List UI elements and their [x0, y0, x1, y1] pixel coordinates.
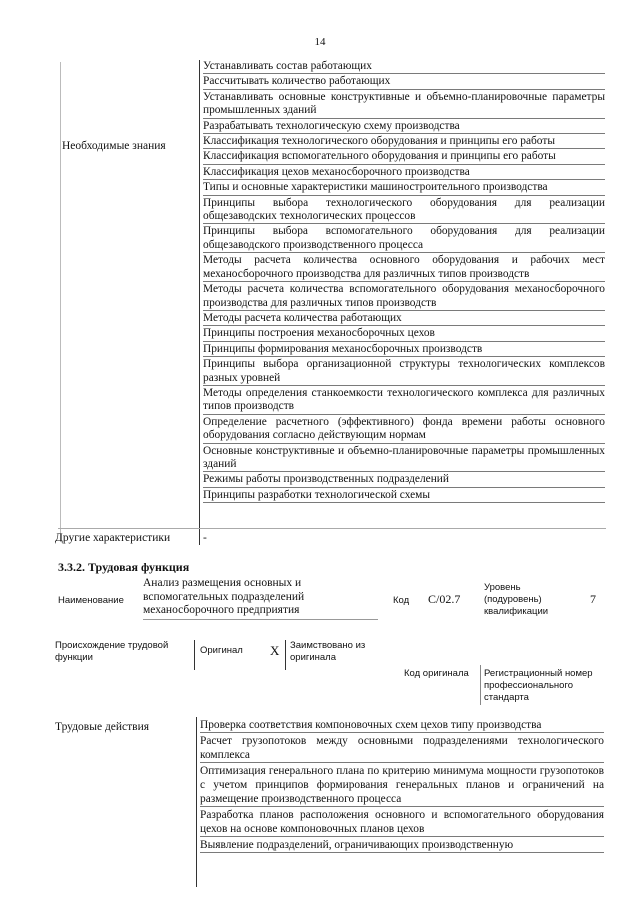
actions-list	[200, 718, 604, 854]
other-row-top-border	[58, 528, 606, 529]
reg-number-divider	[480, 665, 481, 705]
table-left-border	[60, 62, 61, 542]
knowledge-item: Определение расчетного (эффективного) фонда времени работы основного оборудования согласно действующим нормам	[203, 416, 605, 444]
knowledge-item: Разрабатывать технологическую схему производства	[203, 120, 605, 134]
registration-number-label: Регистрационный номер профессионального стандарта	[484, 668, 593, 703]
column-divider	[199, 60, 200, 545]
knowledge-item: Методы определения станкоемкости технологического комплекса для различных типов производств	[203, 387, 605, 415]
action-item: Оптимизация генерального плана по критерию минимума мощности грузопотоков с учетом принципов формирования генеральных планов и ограничений на размещение производственного процесса	[200, 765, 604, 805]
function-name-underline	[143, 619, 378, 620]
action-item: Проверка соответствия компоновочных схем цехов типу производства	[200, 718, 604, 733]
original-label: Оригинал	[200, 645, 243, 656]
code-label: Код	[393, 595, 410, 606]
borrowed-label: Заимствовано из оригинала	[290, 640, 366, 663]
action-item: Разработка планов расположения основного и вспомогательного оборудования цехов на основе компоновочных планов цехов	[200, 809, 604, 835]
qualification-level-label: Уровень (подуровень) квалификации	[484, 582, 549, 617]
original-code-label: Код оригинала	[404, 668, 469, 679]
action-item: Выявление подразделений, ограничивающих производственную	[200, 838, 604, 853]
knowledge-item: Рассчитывать количество работающих	[203, 75, 605, 89]
page-number: 14	[314, 36, 326, 48]
knowledge-item: Принципы разработки технологической схемы	[203, 489, 605, 503]
other-characteristics-value: -	[203, 532, 207, 544]
original-mark: X	[270, 643, 280, 658]
knowledge-item: Принципы выбора технологического оборудования для реализации общезаводских технологических процессов	[203, 197, 605, 225]
knowledge-item: Типы и основные характеристики машиностроительного производства	[203, 181, 605, 195]
code-value: С/02.7	[428, 592, 461, 606]
origin-label: Происхождение трудовой функции	[55, 640, 169, 663]
origin-box-divider	[285, 640, 286, 670]
function-name-label: Наименование	[58, 595, 124, 606]
knowledge-item: Режимы работы производственных подразделений	[203, 473, 605, 487]
knowledge-item: Методы расчета количества работающих	[203, 312, 605, 326]
knowledge-item: Принципы построения механосборочных цехов	[203, 327, 605, 341]
knowledge-item: Классификация технологического оборудования и принципы его работы	[203, 135, 605, 149]
action-item: Расчет грузопотоков между основными подразделениями технологического комплекса	[200, 735, 604, 761]
knowledge-item: Методы расчета количества основного оборудования и рабочих мест механосборочного производства для различных типов производств	[203, 254, 605, 282]
origin-box-left	[194, 640, 195, 670]
other-characteristics-label: Другие характеристики	[55, 532, 171, 544]
qualification-level-value: 7	[590, 592, 596, 606]
knowledge-item: Устанавливать состав работающих	[203, 60, 605, 74]
knowledge-item: Классификация вспомогательного оборудования и принципы его работы	[203, 150, 605, 164]
knowledge-list	[203, 60, 605, 504]
knowledge-item: Методы расчета количества вспомогательного оборудования механосборочного производства для различных типов производств	[203, 283, 605, 311]
actions-column-divider	[196, 717, 197, 887]
knowledge-label: Необходимые знания	[62, 140, 166, 152]
knowledge-item: Классификация цехов механосборочного производства	[203, 166, 605, 180]
knowledge-item: Принципы выбора организационной структуры технологических комплексов разных уровней	[203, 358, 605, 386]
knowledge-item: Принципы выбора вспомогательного оборудования для реализации общезаводского производственного процесса	[203, 225, 605, 253]
knowledge-item: Устанавливать основные конструктивные и объемно-планировочные параметры промышленных зданий	[203, 91, 605, 119]
section-title: 3.3.2. Трудовая функция	[58, 560, 190, 574]
actions-label: Трудовые действия	[55, 721, 150, 733]
function-name-value: Анализ размещения основных и вспомогательных подразделений механосборочного предприятия	[143, 577, 305, 616]
knowledge-item: Основные конструктивные и объемно-планировочные параметры промышленных зданий	[203, 445, 605, 473]
knowledge-item: Принципы формирования механосборочных производств	[203, 343, 605, 357]
